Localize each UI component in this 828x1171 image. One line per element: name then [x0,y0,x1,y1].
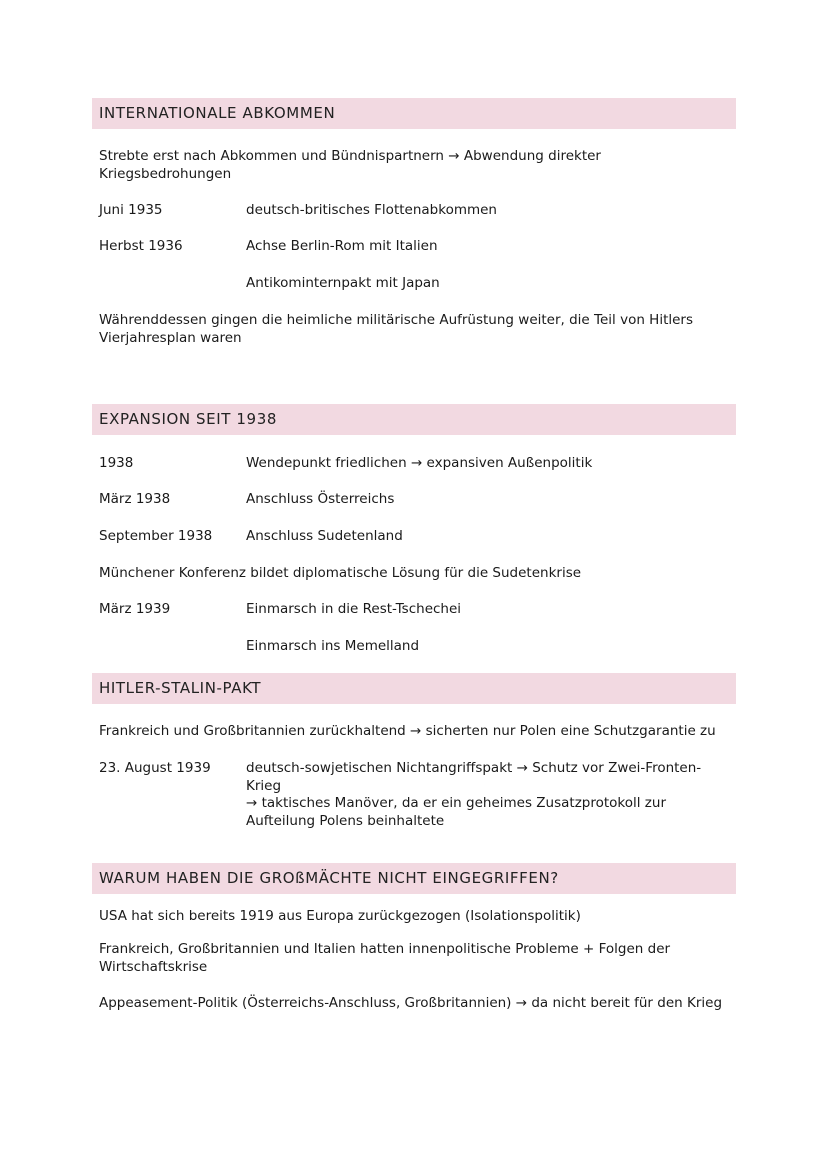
section-header-internationale-abkommen: INTERNATIONALE ABKOMMEN [92,98,736,129]
timeline-text: Einmarsch in die Rest-Tschechei [246,601,462,617]
timeline-text: Wendepunkt friedlichen → expansiven Außenpolitik [246,455,593,471]
timeline-date: Herbst 1936 [99,238,183,254]
timeline-text: Achse Berlin-Rom mit Italien [246,238,438,254]
timeline-text-line: Aufteilung Polens beinhaltete [246,812,445,829]
section-outro: Währenddessen gingen die heimliche militärische Aufrüstung weiter, die Teil von Hitlers Vierjahresplan waren [99,312,694,346]
timeline-text: Anschluss Sudetenland [246,528,403,544]
timeline-date: 1938 [99,455,134,471]
timeline-text [246,760,736,830]
timeline-date: März 1938 [99,491,171,507]
timeline-text: Antikominternpakt mit Japan [246,275,440,291]
section-paragraph: Frankreich, Großbritannien und Italien hatten innenpolitische Probleme + Folgen der Wirtschaftskrise [99,941,671,975]
section-paragraph: Appeasement-Politik (Österreichs-Anschluss, Großbritannien) → da nicht bereit für den Krieg [99,995,723,1011]
timeline-text: deutsch-britisches Flottenabkommen [246,202,497,218]
timeline-date: Juni 1935 [99,202,163,218]
section-header-expansion: EXPANSION SEIT 1938 [92,404,736,435]
section-paragraph: USA hat sich bereits 1919 aus Europa zurückgezogen (Isolationspolitik) [99,908,581,924]
section-note: Münchener Konferenz bildet diplomatische Lösung für die Sudetenkrise [99,565,582,581]
timeline-text-line: → taktisches Manöver, da er ein geheimes Zusatzprotokoll zur [246,795,666,811]
section-header-hitler-stalin-pakt: HITLER-STALIN-PAKT [92,673,736,704]
timeline-text-line: deutsch-sowjetischen Nichtangriffspakt → Schutz vor Zwei-Fronten-Krieg [246,760,702,794]
timeline-date: September 1938 [99,528,213,544]
timeline-text: Anschluss Österreichs [246,491,395,507]
timeline-date: März 1939 [99,601,171,617]
timeline-text: Einmarsch ins Memelland [246,638,420,654]
section-header-grossmaechte: WARUM HABEN DIE GROßMÄCHTE NICHT EINGEGRIFFEN? [92,863,736,894]
section-intro: Frankreich und Großbritannien zurückhaltend → sicherten nur Polen eine Schutzgarantie zu [99,723,716,739]
section-intro: Strebte erst nach Abkommen und Bündnispartnern → Abwendung direkter Kriegsbedrohungen [99,148,601,182]
timeline-date: 23. August 1939 [99,760,211,776]
